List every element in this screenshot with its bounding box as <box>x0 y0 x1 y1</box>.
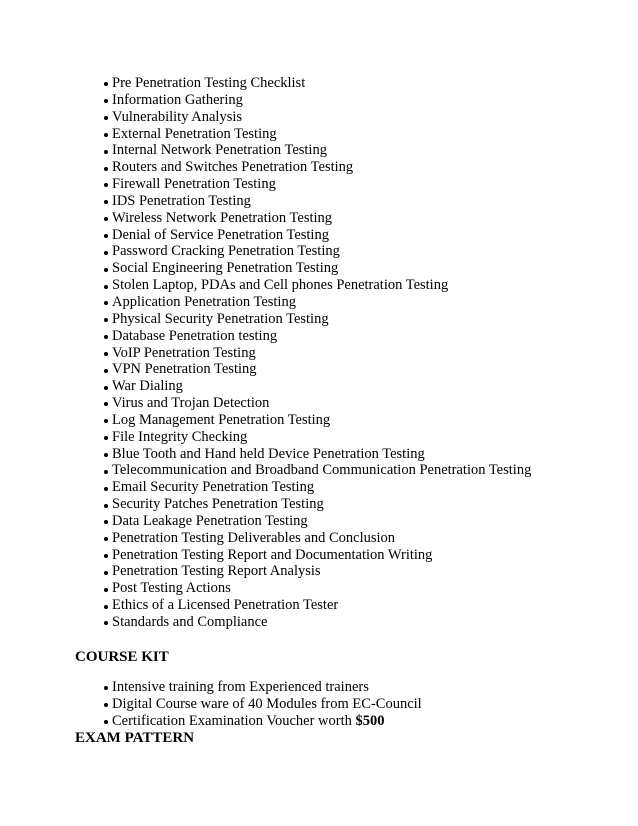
course-kit-text: Intensive training from Experienced trainers <box>112 679 369 695</box>
exam-pattern-heading: EXAM PATTERN <box>75 730 195 746</box>
bullet-icon <box>104 487 108 491</box>
topic-text: Denial of Service Penetration Testing <box>112 226 329 243</box>
topic-text: Telecommunication and Broadband Communication Penetration Testing <box>112 462 532 479</box>
topic-list-item <box>104 563 531 580</box>
topic-list-item <box>104 446 531 463</box>
topic-text: Stolen Laptop, PDAs and Cell phones Penetration Testing <box>112 277 449 294</box>
bullet-icon <box>104 116 108 120</box>
bullet-icon <box>104 504 108 508</box>
topic-text: Virus and Trojan Detection <box>112 395 270 412</box>
topic-text: Firewall Penetration Testing <box>112 176 276 193</box>
topic-text: Email Security Penetration Testing <box>112 479 315 496</box>
topic-list-item <box>104 513 531 530</box>
topic-list-item <box>104 227 531 244</box>
topics-list <box>104 75 531 631</box>
bullet-icon <box>104 251 108 255</box>
bullet-icon <box>104 234 108 238</box>
bullet-icon <box>104 200 108 204</box>
topic-text: Blue Tooth and Hand held Device Penetration Testing <box>112 445 425 462</box>
topic-list-item <box>104 462 531 479</box>
course-kit-list-item <box>104 696 422 713</box>
topic-text: Wireless Network Penetration Testing <box>112 209 333 226</box>
topic-text: Penetration Testing Deliverables and Conclusion <box>112 529 396 546</box>
bullet-icon <box>104 686 108 690</box>
topic-list-item <box>104 597 531 614</box>
topic-text: Physical Security Penetration Testing <box>112 310 329 327</box>
topic-list-item <box>104 614 531 631</box>
bullet-icon <box>104 605 108 609</box>
topic-text: IDS Penetration Testing <box>112 192 251 209</box>
topic-list-item <box>104 311 531 328</box>
topic-text: Information Gathering <box>112 91 243 108</box>
bullet-icon <box>104 588 108 592</box>
bullet-icon <box>104 386 108 390</box>
topic-text: Pre Penetration Testing Checklist <box>112 75 306 91</box>
topic-list-item <box>104 193 531 210</box>
topic-text: VoIP Penetration Testing <box>112 344 256 361</box>
topic-list-item <box>104 361 531 378</box>
topic-list-item <box>104 142 531 159</box>
course-kit-text: Certification Examination Voucher worth <box>112 712 356 729</box>
topic-list-item <box>104 126 531 143</box>
topic-text: Vulnerability Analysis <box>112 108 243 125</box>
bullet-icon <box>104 268 108 272</box>
topic-list-item <box>104 109 531 126</box>
bullet-icon <box>104 133 108 137</box>
bullet-icon <box>104 419 108 423</box>
topic-text: Password Cracking Penetration Testing <box>112 243 340 260</box>
topic-list-item <box>104 210 531 227</box>
course-kit-list <box>104 679 422 730</box>
topic-text: Data Leakage Penetration Testing <box>112 512 308 529</box>
topic-list-item <box>104 580 531 597</box>
topic-list-item <box>104 395 531 412</box>
topic-text: Standards and Compliance <box>112 614 268 630</box>
topic-list-item <box>104 243 531 260</box>
bullet-icon <box>104 335 108 339</box>
topic-text: Security Patches Penetration Testing <box>112 496 324 513</box>
topic-list-item <box>104 75 531 92</box>
bullet-icon <box>104 402 108 406</box>
bullet-icon <box>104 720 108 724</box>
bullet-icon <box>104 167 108 171</box>
topic-list-item <box>104 294 531 311</box>
topic-list-item <box>104 530 531 547</box>
course-kit-list-item <box>104 679 422 696</box>
topic-text: Ethics of a Licensed Penetration Tester <box>112 597 339 614</box>
bullet-icon <box>104 436 108 440</box>
topic-text: VPN Penetration Testing <box>112 361 257 378</box>
topic-list-item <box>104 277 531 294</box>
bullet-icon <box>104 82 108 86</box>
topic-list-item <box>104 412 531 429</box>
bullet-icon <box>104 537 108 541</box>
topic-text: War Dialing <box>112 378 183 395</box>
bullet-icon <box>104 301 108 305</box>
topic-list-item <box>104 496 531 513</box>
topic-list-item <box>104 378 531 395</box>
topic-list-item <box>104 547 531 564</box>
bullet-icon <box>104 369 108 373</box>
topic-list-item <box>104 328 531 345</box>
topic-text: File Integrity Checking <box>112 428 248 445</box>
bullet-icon <box>104 621 108 625</box>
topic-list-item <box>104 345 531 362</box>
topic-text: Routers and Switches Penetration Testing <box>112 159 354 176</box>
bullet-icon <box>104 150 108 154</box>
bullet-icon <box>104 99 108 103</box>
topic-text: Penetration Testing Report and Documentation Writing <box>112 546 433 563</box>
topic-text: Post Testing Actions <box>112 580 231 597</box>
bullet-icon <box>104 352 108 356</box>
topic-list-item <box>104 176 531 193</box>
bullet-icon <box>104 285 108 289</box>
bullet-icon <box>104 318 108 322</box>
topic-list-item <box>104 260 531 277</box>
bullet-icon <box>104 470 108 474</box>
bullet-icon <box>104 453 108 457</box>
bullet-icon <box>104 554 108 558</box>
bullet-icon <box>104 183 108 187</box>
course-kit-text: Digital Course ware of 40 Modules from EC-Council <box>112 695 422 712</box>
topic-text: Internal Network Penetration Testing <box>112 142 327 159</box>
course-kit-list-item <box>104 713 422 730</box>
bullet-icon <box>104 520 108 524</box>
topic-text: Log Management Penetration Testing <box>112 411 331 428</box>
topic-list-item <box>104 429 531 446</box>
topic-text: Application Penetration Testing <box>112 293 296 310</box>
course-kit-heading: COURSE KIT <box>75 649 169 665</box>
voucher-price: $500 <box>355 712 385 729</box>
bullet-icon <box>104 571 108 575</box>
topic-list-item <box>104 479 531 496</box>
topic-text: Database Penetration testing <box>112 327 278 344</box>
topic-list-item <box>104 159 531 176</box>
topic-text: Penetration Testing Report Analysis <box>112 563 321 580</box>
topic-text: Social Engineering Penetration Testing <box>112 260 339 277</box>
bullet-icon <box>104 217 108 221</box>
topic-text: External Penetration Testing <box>112 125 277 142</box>
bullet-icon <box>104 703 108 707</box>
topic-list-item <box>104 92 531 109</box>
